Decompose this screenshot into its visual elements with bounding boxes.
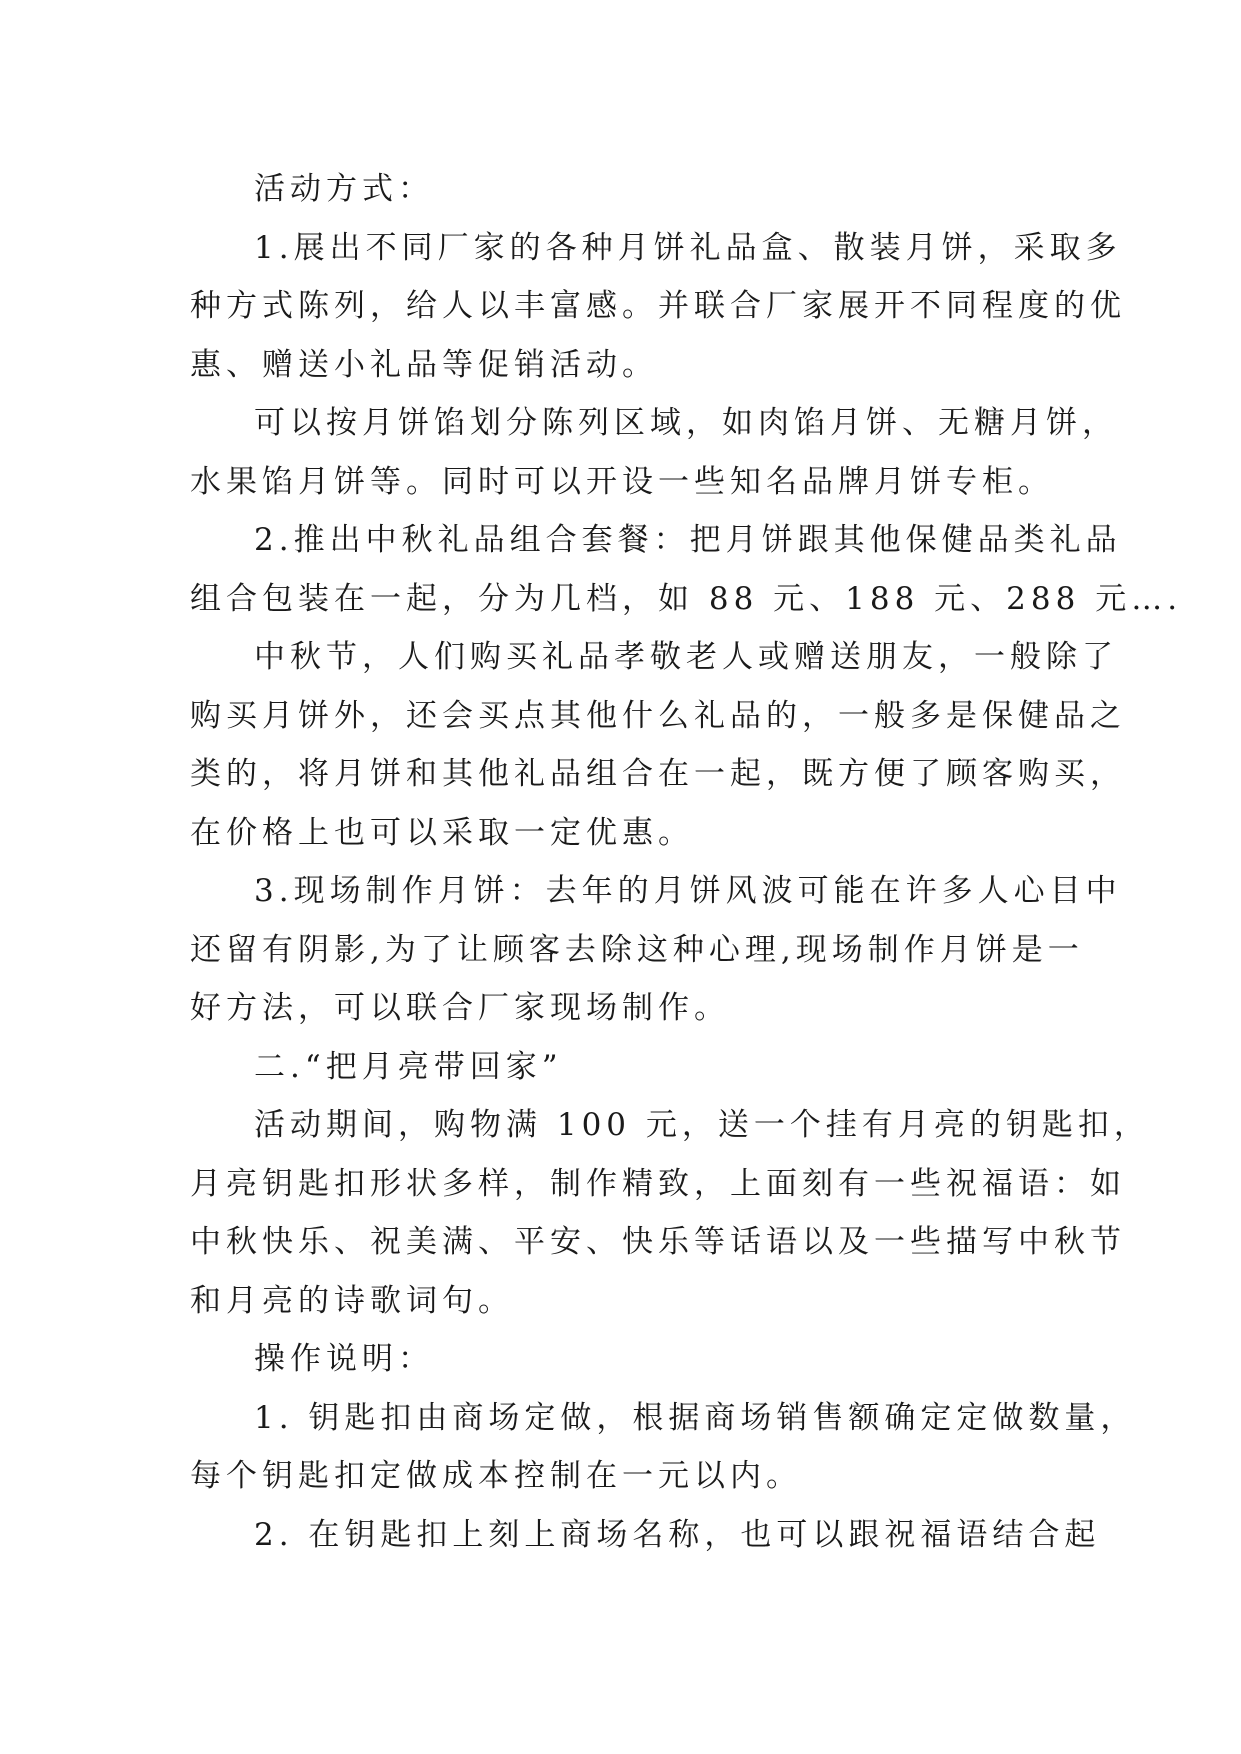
text-line: 好方法，可以联合厂家现场制作。 <box>190 990 730 1026</box>
paragraph <box>190 1506 1101 1565</box>
text-line: 3.现场制作月饼：去年的月饼风波可能在许多人心目中 <box>254 873 1122 909</box>
section-heading: 二.“把月亮带回家” <box>254 1048 563 1085</box>
text-line: 1. 钥匙扣由商场定做，根据商场销售额确定定做数量， <box>254 1399 1137 1436</box>
paragraph <box>190 219 1126 395</box>
text-line: 活动方式： <box>254 171 434 207</box>
paragraph <box>190 160 1052 219</box>
paragraph <box>190 1038 1052 1097</box>
text-line: 月亮钥匙扣形状多样，制作精致，上面刻有一些祝福语：如 <box>190 1165 1126 1202</box>
text-line: 组合包装在一起，分为几档，如 88 元、188 元、288 元…. <box>190 580 1183 617</box>
paragraph <box>190 1330 1052 1389</box>
text-line: 种方式陈列，给人以丰富感。并联合厂家展开不同程度的优 <box>190 288 1126 324</box>
text-line: 和月亮的诗歌词句。 <box>190 1282 514 1319</box>
paragraph <box>190 394 1118 511</box>
text-line: 2.推出中秋礼品组合套餐：把月饼跟其他保健品类礼品 <box>254 522 1122 558</box>
text-line: 还留有阴影,为了让顾客去除这种心理,现场制作月饼是一 <box>190 931 1084 968</box>
text-line: 可以按月饼馅划分陈列区域，如肉馅月饼、无糖月饼， <box>254 405 1118 441</box>
paragraph <box>190 862 1122 1038</box>
text-line: 类的，将月饼和其他礼品组合在一起，既方便了顾客购买， <box>190 756 1126 792</box>
paragraph <box>190 1389 1137 1506</box>
paragraph <box>190 628 1126 862</box>
text-line: 每个钥匙扣定做成本控制在一元以内。 <box>190 1458 802 1494</box>
text-line: 活动期间，购物满 100 元，送一个挂有月亮的钥匙扣， <box>254 1107 1150 1143</box>
text-line: 惠、赠送小礼品等促销活动。 <box>190 346 658 383</box>
text-line: 操作说明： <box>254 1341 434 1377</box>
text-line: 水果馅月饼等。同时可以开设一些知名品牌月饼专柜。 <box>190 463 1054 500</box>
text-line: 中秋节，人们购买礼品孝敬老人或赠送朋友，一般除了 <box>254 639 1118 675</box>
text-line: 1.展出不同厂家的各种月饼礼品盒、散装月饼，采取多 <box>254 229 1122 266</box>
text-line: 中秋快乐、祝美满、平安、快乐等话语以及一些描写中秋节 <box>190 1224 1126 1260</box>
document-body <box>190 160 1183 1564</box>
paragraph <box>190 511 1183 628</box>
paragraph <box>190 1096 1150 1330</box>
text-line: 2. 在钥匙扣上刻上商场名称，也可以跟祝福语结合起 <box>254 1516 1101 1553</box>
text-line: 在价格上也可以采取一定优惠。 <box>190 814 694 851</box>
text-line: 购买月饼外，还会买点其他什么礼品的，一般多是保健品之 <box>190 697 1126 734</box>
